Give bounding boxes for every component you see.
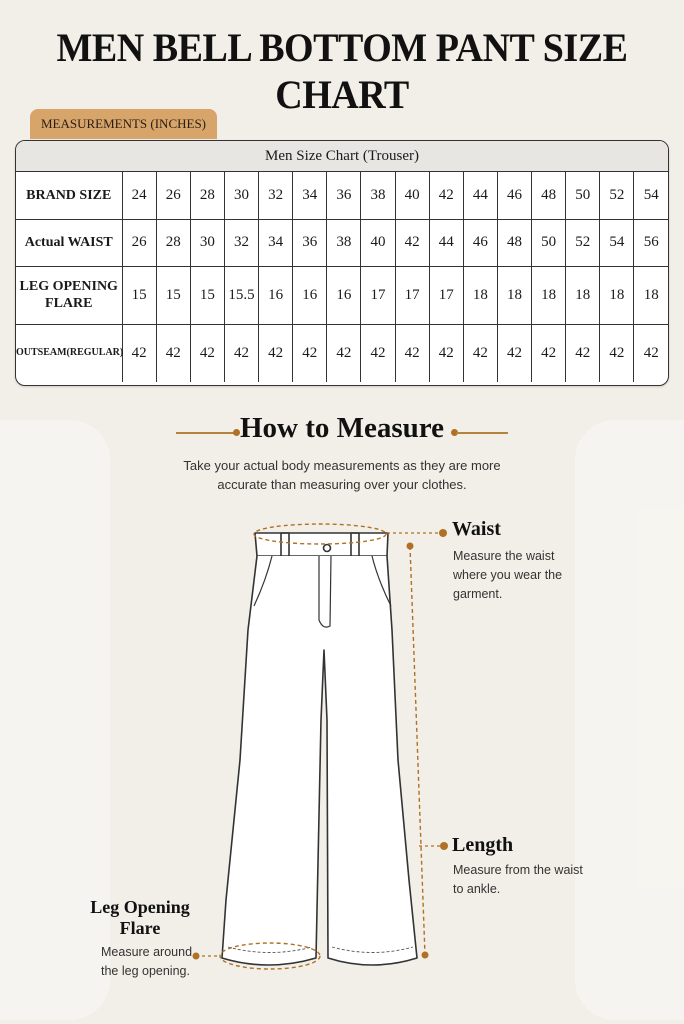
length-description: Measure from the waist to ankle.	[453, 863, 583, 896]
table-cell: 32	[224, 219, 258, 266]
table-cell: 26	[122, 219, 156, 266]
how-to-subtitle: Take your actual body measurements as they are more accurate than measuring over your clothes.	[183, 458, 501, 492]
table-cell: 15.5	[224, 266, 258, 324]
row-header: OUTSEAM(REGULAR)	[16, 324, 122, 382]
table-cell: 15	[156, 266, 190, 324]
table-cell: 42	[224, 324, 258, 382]
table-cell: 24	[122, 172, 156, 219]
table-cell: 15	[122, 266, 156, 324]
table-cell: 38	[327, 219, 361, 266]
table-cell: 46	[463, 219, 497, 266]
table-cell: 17	[429, 266, 463, 324]
table-cell: 16	[293, 266, 327, 324]
table-cell: 52	[600, 172, 634, 219]
table-cell: 18	[600, 266, 634, 324]
table-cell: 44	[429, 219, 463, 266]
table-cell: 17	[395, 266, 429, 324]
table-cell: 52	[566, 219, 600, 266]
table-cell: 50	[566, 172, 600, 219]
table-cell: 18	[463, 266, 497, 324]
row-header: LEG OPENING FLARE	[16, 266, 122, 324]
leg-opening-description: Measure around the leg opening.	[101, 945, 193, 978]
table-cell: 36	[327, 172, 361, 219]
table-cell: 18	[634, 266, 668, 324]
table-cell: 42	[156, 324, 190, 382]
table-cell: 42	[600, 324, 634, 382]
table-cell: 42	[293, 324, 327, 382]
table-cell: 40	[395, 172, 429, 219]
table-cell: 32	[259, 172, 293, 219]
table-cell: 48	[497, 219, 531, 266]
row-header: BRAND SIZE	[16, 172, 122, 219]
table-cell: 42	[259, 324, 293, 382]
how-to-measure-heading: How to Measure	[239, 412, 445, 444]
table-cell: 30	[224, 172, 258, 219]
table-cell: 42	[429, 324, 463, 382]
page-title: MEN BELL BOTTOM PANT SIZE CHART	[56, 25, 628, 117]
table-cell: 42	[395, 219, 429, 266]
measurements-tab: MEASUREMENTS (INCHES)	[30, 109, 217, 139]
table-cell: 44	[463, 172, 497, 219]
waist-label: Waist	[452, 518, 501, 540]
table-cell: 18	[497, 266, 531, 324]
table-cell: 16	[259, 266, 293, 324]
table-cell: 42	[643, 344, 659, 361]
waist-description: Measure the waist where you wear the garment.	[453, 549, 563, 601]
table-cell: 42	[566, 324, 600, 382]
table-cell: 48	[532, 172, 566, 219]
length-label: Length	[452, 834, 514, 856]
table-cell: 34	[293, 172, 327, 219]
table-cell: 17	[361, 266, 395, 324]
table-cell: 28	[190, 172, 224, 219]
table-cell: 42	[532, 324, 566, 382]
table-cell: 40	[361, 219, 395, 266]
table-cell: 42	[429, 172, 463, 219]
table-cell: 18	[566, 266, 600, 324]
table-cell: 54	[600, 219, 634, 266]
table-cell: 28	[156, 219, 190, 266]
table-cell: 46	[497, 172, 531, 219]
table-cell: 42	[327, 324, 361, 382]
table-cell: 26	[156, 172, 190, 219]
table-cell: 42	[395, 324, 429, 382]
table-cell: 42	[122, 324, 156, 382]
table-cell: 18	[532, 266, 566, 324]
row-header: Actual WAIST	[16, 219, 122, 266]
table-cell: 15	[190, 266, 224, 324]
table-cell: 54	[634, 172, 668, 219]
table-caption: Men Size Chart (Trouser)	[16, 141, 668, 172]
table-cell: 42	[190, 324, 224, 382]
table-cell: 56	[634, 219, 668, 266]
table-cell: 36	[293, 219, 327, 266]
table-cell: 16	[327, 266, 361, 324]
table-cell: 38	[361, 172, 395, 219]
table-cell: 42	[463, 324, 497, 382]
table-cell: 50	[532, 219, 566, 266]
table-cell: 42	[361, 324, 395, 382]
length-measure-line	[410, 546, 425, 955]
table-cell: 34	[259, 219, 293, 266]
table-cell: 30	[190, 219, 224, 266]
table-cell: 42	[497, 324, 531, 382]
leg-opening-label: Leg Opening Flare	[90, 897, 190, 938]
